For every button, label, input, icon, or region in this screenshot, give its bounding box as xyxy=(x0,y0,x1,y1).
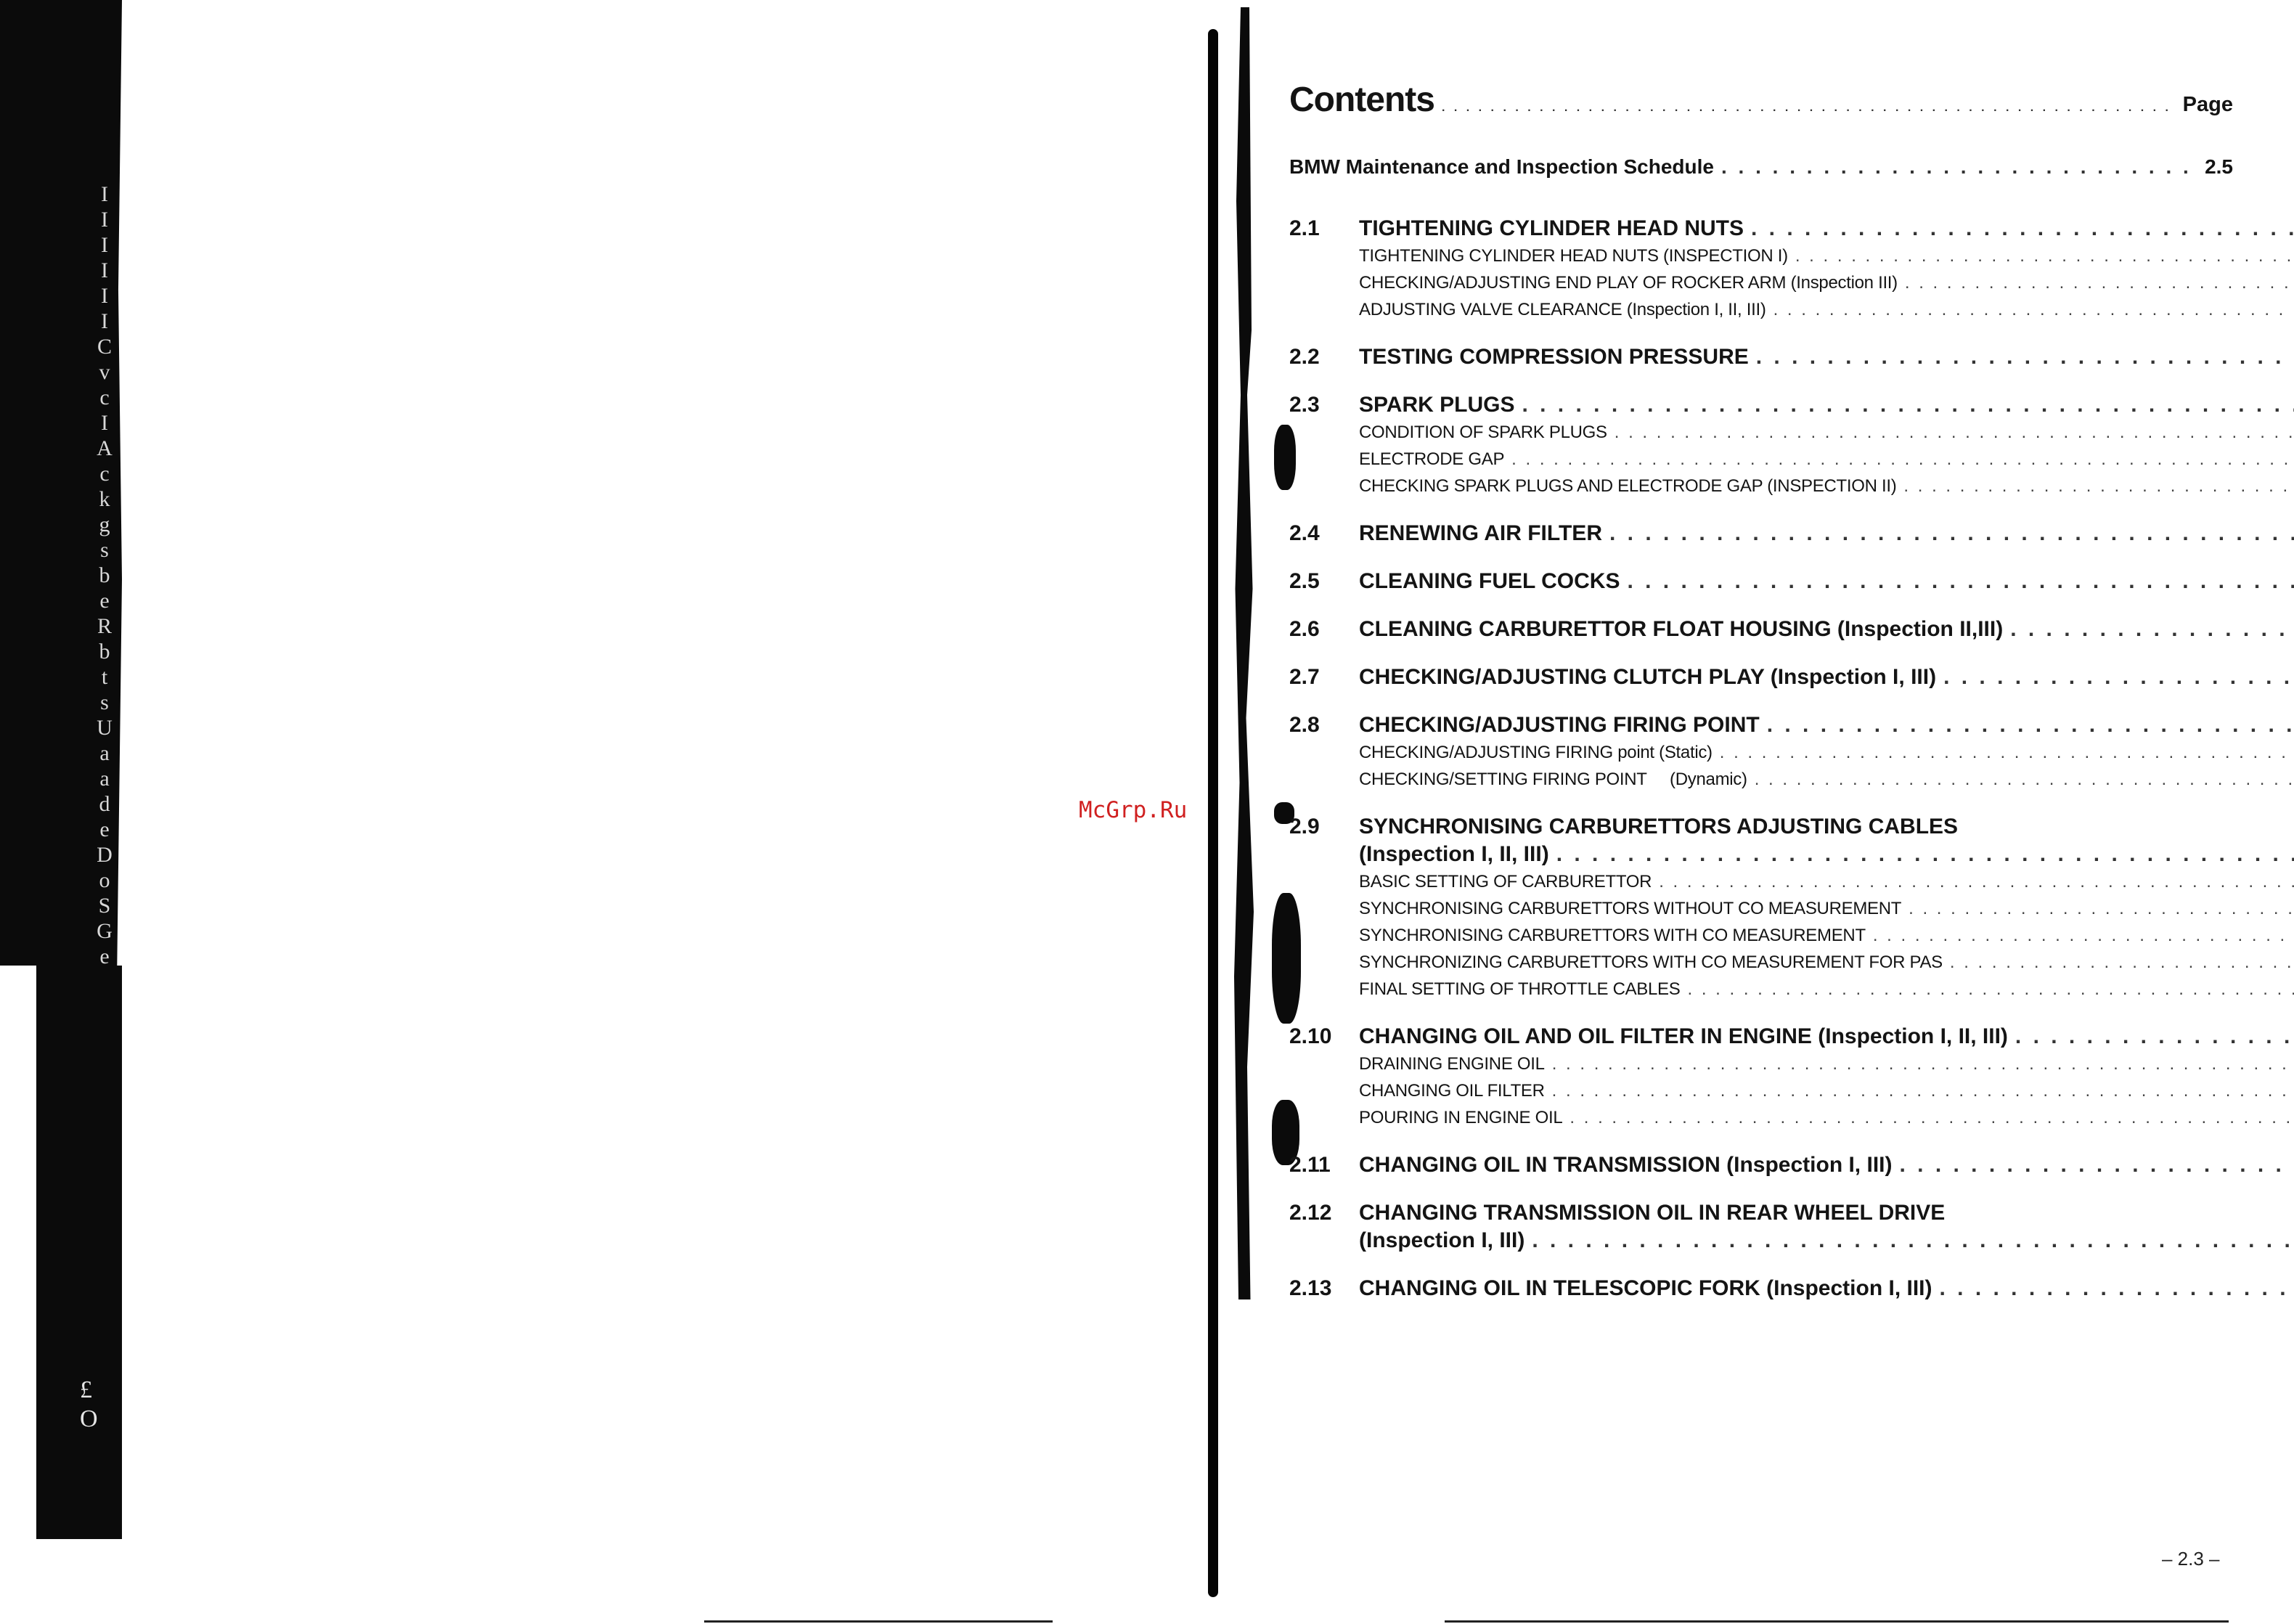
left-page-scan-edge xyxy=(0,0,123,1624)
leader-dots xyxy=(1522,391,2294,419)
section-title: (Inspection I, III) xyxy=(1359,1228,1525,1252)
toc-subentry[interactable] xyxy=(1359,269,2294,296)
section-body xyxy=(1359,391,2294,499)
subentry-label: CHECKING SPARK PLUGS AND ELECTRODE GAP (INSPECTION II) xyxy=(1359,476,1897,496)
section-title: RENEWING AIR FILTER xyxy=(1359,521,1602,545)
section-body xyxy=(1359,711,2294,793)
leader-dots xyxy=(1950,949,2294,976)
scan-shadow-bottom xyxy=(36,966,122,1539)
leader-dots xyxy=(1873,922,2294,949)
toc-subentry[interactable] xyxy=(1359,242,2294,269)
edge-glyph: I xyxy=(101,309,108,333)
section-body xyxy=(1359,1199,2294,1254)
section-number: 2.7 xyxy=(1289,665,1320,689)
bottom-scan-rule xyxy=(704,1620,1053,1623)
leader-dots xyxy=(1552,1050,2294,1077)
leader-dots xyxy=(1687,976,2294,1003)
section-number: 2.8 xyxy=(1289,713,1320,737)
toc-section-entry[interactable] xyxy=(1359,616,2294,643)
edge-glyph: I xyxy=(101,284,108,308)
section-body xyxy=(1359,616,2294,643)
leader-dots xyxy=(1903,473,2294,499)
toc-entry-schedule[interactable] xyxy=(1289,155,2233,195)
toc-section xyxy=(1289,1275,2233,1302)
section-title: CHANGING OIL IN TELESCOPIC FORK (Inspection I, III) xyxy=(1359,1276,1932,1300)
toc-section xyxy=(1289,343,2233,371)
binding-shadow xyxy=(1234,7,1256,1299)
contents-header xyxy=(1289,80,2233,138)
leader-dots xyxy=(1720,739,2294,766)
edge-glyph: D xyxy=(97,843,113,867)
edge-glyph: b xyxy=(99,640,110,664)
section-body xyxy=(1359,813,2294,1003)
leader-dots xyxy=(1943,664,2294,691)
leader-dots xyxy=(1909,895,2294,922)
leader-dots xyxy=(1939,1275,2294,1302)
edge-glyph: g xyxy=(99,513,110,536)
leader-dots xyxy=(1532,1227,2294,1254)
leader-dots xyxy=(2010,616,2294,643)
edge-glyph: s xyxy=(100,690,109,714)
edge-glyph: I xyxy=(101,411,108,435)
toc-entry-label: BMW Maintenance and Inspection Schedule xyxy=(1289,155,1714,178)
subentry-label: BASIC SETTING OF CARBURETTOR xyxy=(1359,872,1652,891)
toc-section-entry[interactable] xyxy=(1359,343,2294,371)
toc-sections xyxy=(1289,215,2233,1302)
page-column-label: Page xyxy=(2182,93,2233,116)
leader-dots xyxy=(1773,296,2294,323)
section-number: 2.9 xyxy=(1289,815,1320,838)
subentry-label: SYNCHRONISING CARBURETTORS WITH CO MEASUREMENT xyxy=(1359,926,1866,945)
section-body xyxy=(1359,1023,2294,1131)
edge-glyph: S xyxy=(98,894,111,918)
edge-glyph: e xyxy=(99,817,110,841)
toc-section-entry[interactable] xyxy=(1359,664,2294,691)
leader-dots xyxy=(1795,242,2294,269)
section-body xyxy=(1359,343,2294,371)
toc-subentry[interactable] xyxy=(1359,739,2294,766)
edge-glyph: v xyxy=(99,360,110,384)
leader-dots xyxy=(1751,215,2294,242)
toc-section-entry[interactable] xyxy=(1359,1023,2294,1050)
section-title: SPARK PLUGS xyxy=(1359,393,1515,417)
toc-subentry[interactable] xyxy=(1359,895,2294,922)
subentry-label: ELECTRODE GAP xyxy=(1359,449,1505,469)
edge-glyph: I xyxy=(101,233,108,257)
section-title: (Inspection I, II, III) xyxy=(1359,842,1549,866)
toc-section xyxy=(1289,1023,2233,1131)
section-body xyxy=(1359,1151,2294,1179)
subentry-label: TIGHTENING CYLINDER HEAD NUTS (INSPECTION I) xyxy=(1359,246,1788,266)
edge-glyph: a xyxy=(99,741,110,765)
toc-subentry[interactable] xyxy=(1359,922,2294,949)
toc-section-entry[interactable] xyxy=(1359,841,2294,868)
edge-glyph: C xyxy=(97,335,112,359)
section-body xyxy=(1359,215,2294,323)
section-title: TESTING COMPRESSION PRESSURE xyxy=(1359,345,1749,369)
leader-dots xyxy=(1756,343,2294,371)
section-number: 2.10 xyxy=(1289,1024,1332,1048)
section-number: 2.2 xyxy=(1289,345,1320,369)
leader-dots xyxy=(1570,1104,2294,1131)
section-title: TIGHTENING CYLINDER HEAD NUTS xyxy=(1359,216,1744,240)
leader-dots xyxy=(2015,1023,2294,1050)
toc-entry-page: 2.5 xyxy=(2205,155,2233,178)
edge-glyph: £ xyxy=(80,1376,92,1403)
toc-section-entry[interactable] xyxy=(1359,711,2294,739)
toc-subentry[interactable] xyxy=(1359,419,2294,446)
watermark: McGrp.Ru xyxy=(1079,797,1188,823)
toc-section xyxy=(1289,664,2233,691)
subentry-label: CHECKING/ADJUSTING END PLAY OF ROCKER ARM (Inspection III) xyxy=(1359,273,1898,293)
section-number: 2.13 xyxy=(1289,1276,1332,1300)
leader-dots xyxy=(1899,1151,2294,1179)
section-title: CHECKING/ADJUSTING CLUTCH PLAY (Inspection I, III) xyxy=(1359,665,1937,689)
section-number: 2.11 xyxy=(1289,1153,1331,1177)
toc-subentry[interactable] xyxy=(1359,1050,2294,1077)
subentry-label: CHECKING/SETTING FIRING POINT (Dynamic) xyxy=(1359,770,1747,789)
leader-dots xyxy=(1905,269,2294,296)
toc-subentry[interactable] xyxy=(1359,446,2294,473)
section-number: 2.4 xyxy=(1289,521,1320,545)
edge-glyph: O xyxy=(80,1405,98,1432)
toc-section-entry[interactable] xyxy=(1359,1151,2294,1179)
subentry-label: ADJUSTING VALVE CLEARANCE (Inspection I, II, III) xyxy=(1359,300,1766,319)
edge-glyph: o xyxy=(99,868,110,892)
left-edge-glyphs-bottom xyxy=(80,1376,98,1434)
section-title: CHECKING/ADJUSTING FIRING POINT xyxy=(1359,713,1760,737)
edge-glyph: e xyxy=(99,944,110,968)
edge-glyph: c xyxy=(99,385,110,409)
leader-dots xyxy=(1627,568,2294,595)
subentry-label: CHECKING/ADJUSTING FIRING point (Static) xyxy=(1359,743,1713,762)
section-number: 2.6 xyxy=(1289,617,1320,641)
edge-glyph: I xyxy=(101,208,108,232)
edge-glyph: G xyxy=(97,919,113,943)
toc-subentry[interactable] xyxy=(1359,1077,2294,1104)
toc-section-entry[interactable] xyxy=(1359,215,2294,242)
section-body xyxy=(1359,1275,2294,1302)
edge-glyph: d xyxy=(99,792,110,816)
bottom-scan-rule xyxy=(1445,1620,2229,1623)
edge-glyph: c xyxy=(99,462,110,486)
leader-dots xyxy=(1442,102,2176,115)
leader-dots xyxy=(1556,841,2294,868)
toc-subentry[interactable] xyxy=(1359,949,2294,976)
toc-section xyxy=(1289,520,2233,547)
edge-glyph: e xyxy=(99,589,110,613)
edge-glyph: A xyxy=(97,436,113,460)
section-number: 2.12 xyxy=(1289,1201,1332,1225)
edge-glyph: I xyxy=(101,182,108,206)
section-body xyxy=(1359,568,2294,595)
toc-subentry[interactable] xyxy=(1359,296,2294,323)
toc-subentry[interactable] xyxy=(1359,473,2294,499)
leader-dots xyxy=(1721,155,2197,179)
toc-section-entry[interactable] xyxy=(1359,391,2294,419)
edge-glyph: U xyxy=(97,716,113,740)
section-title-line: CHANGING TRANSMISSION OIL IN REAR WHEEL DRIVE xyxy=(1359,1201,1946,1225)
leader-dots xyxy=(1659,868,2294,895)
section-title: CLEANING FUEL COCKS xyxy=(1359,569,1620,593)
toc-section-entry[interactable] xyxy=(1359,520,2294,547)
section-title: CLEANING CARBURETTOR FLOAT HOUSING (Inspection II,III) xyxy=(1359,617,2004,641)
leader-dots xyxy=(1755,766,2294,793)
edge-glyph: k xyxy=(99,487,110,511)
subentry-label: FINAL SETTING OF THROTTLE CABLES xyxy=(1359,979,1681,999)
leader-dots xyxy=(1767,711,2294,739)
toc-section xyxy=(1289,616,2233,643)
section-title: CHANGING OIL AND OIL FILTER IN ENGINE (Inspection I, II, III) xyxy=(1359,1024,2008,1048)
toc-section xyxy=(1289,1151,2233,1179)
subentry-label: CONDITION OF SPARK PLUGS xyxy=(1359,423,1607,442)
edge-glyph: R xyxy=(97,614,112,638)
section-body xyxy=(1359,520,2294,547)
contents-page xyxy=(1289,80,2233,1302)
toc-subentry[interactable] xyxy=(1359,766,2294,793)
subentry-label: DRAINING ENGINE OIL xyxy=(1359,1054,1545,1074)
section-number: 2.5 xyxy=(1289,569,1320,593)
subentry-label: SYNCHRONISING CARBURETTORS WITHOUT CO MEASUREMENT xyxy=(1359,899,1902,918)
leader-dots xyxy=(1511,446,2294,473)
toc-subentry[interactable] xyxy=(1359,868,2294,895)
toc-subentry[interactable] xyxy=(1359,1104,2294,1131)
section-number: 2.1 xyxy=(1289,216,1320,240)
binding-line xyxy=(1208,29,1218,1597)
edge-glyph: a xyxy=(99,767,110,791)
toc-section xyxy=(1289,391,2233,499)
section-title: CHANGING OIL IN TRANSMISSION (Inspection I, III) xyxy=(1359,1153,1893,1177)
page-number: – 2.3 – xyxy=(2162,1548,2220,1570)
left-edge-glyphs xyxy=(90,181,119,969)
section-title-line: SYNCHRONISING CARBURETTORS ADJUSTING CABLES xyxy=(1359,815,1959,838)
leader-dots xyxy=(1615,419,2294,446)
toc-section-entry[interactable] xyxy=(1359,1227,2294,1254)
toc-section-entry[interactable] xyxy=(1359,1275,2294,1302)
toc-section xyxy=(1289,813,2233,1003)
leader-dots xyxy=(1552,1077,2294,1104)
contents-title: Contents xyxy=(1289,81,1434,119)
toc-section xyxy=(1289,1199,2233,1254)
subentry-label: POURING IN ENGINE OIL xyxy=(1359,1108,1563,1127)
toc-section-entry[interactable] xyxy=(1359,568,2294,595)
edge-glyph: b xyxy=(99,563,110,587)
subentry-label: SYNCHRONIZING CARBURETTORS WITH CO MEASUREMENT FOR PAS xyxy=(1359,952,1943,972)
edge-glyph: t xyxy=(101,665,108,689)
subentry-label: CHANGING OIL FILTER xyxy=(1359,1081,1545,1101)
toc-section xyxy=(1289,568,2233,595)
toc-section xyxy=(1289,215,2233,323)
toc-section xyxy=(1289,711,2233,793)
edge-glyph: I xyxy=(101,258,108,282)
edge-glyph: s xyxy=(100,538,109,562)
section-body xyxy=(1359,664,2294,691)
toc-subentry[interactable] xyxy=(1359,976,2294,1003)
leader-dots xyxy=(1609,520,2294,547)
section-number: 2.3 xyxy=(1289,393,1320,417)
